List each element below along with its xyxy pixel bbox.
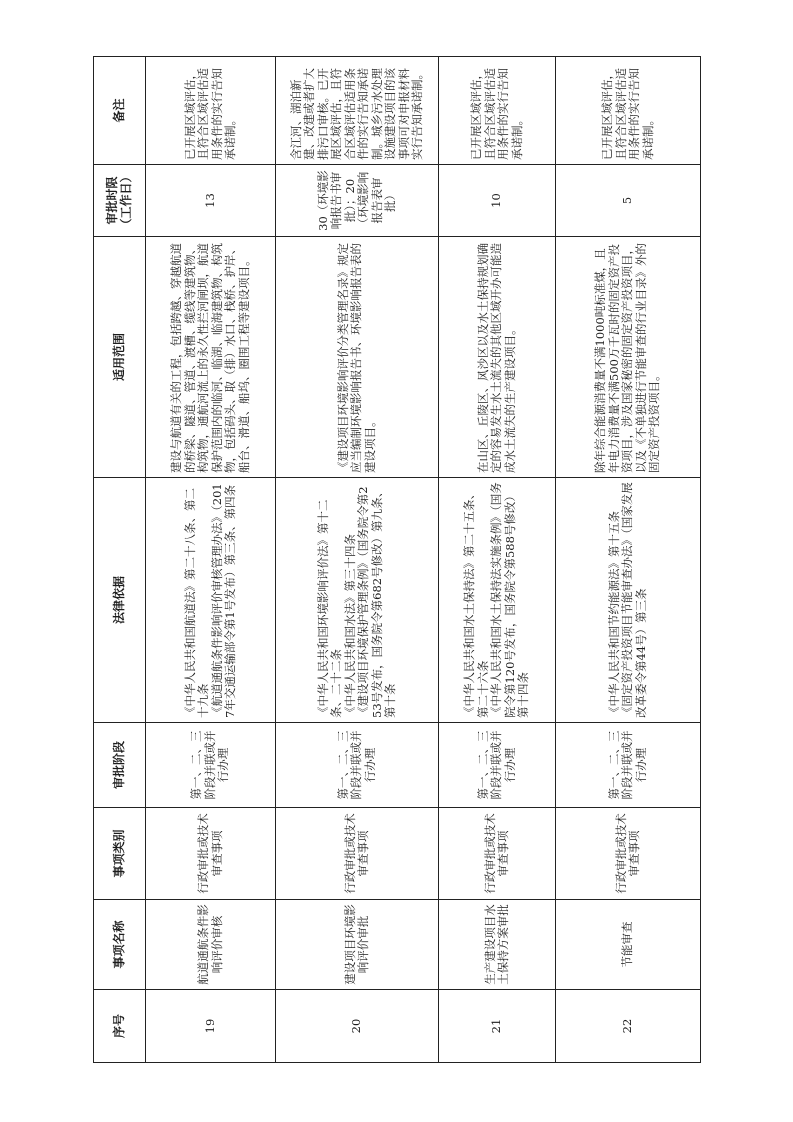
header-legal-basis: 法律依据 [94,478,146,723]
row-21-category: 行政审批或技术审查事项 [439,808,556,900]
row-19-time-limit: 13 [146,165,276,237]
approval-items-table [93,56,701,1063]
row-21-time-limit: 10 [439,165,556,237]
legal-basis-line: 《中华人民共和国节约能源法》第十五条 [606,511,621,718]
row-19-legal-basis [146,478,276,723]
header-serial: 序号 [94,990,146,1063]
legal-basis-line: 《建设项目环境保护管理条例》（国务院令第253号发布，国务院令第682号修改）第九条、第十条 [356,485,397,718]
table-row [276,57,439,1063]
row-22-stage: 第一、二、三阶段并联或并行办理 [556,723,701,808]
row-21-stage: 第一、二、三阶段并联或并行办理 [439,723,556,808]
header-scope: 适用范围 [94,237,146,478]
header-time-limit [94,165,146,237]
row-22-item-name: 节能审查 [556,900,701,990]
header-category: 事项类别 [94,808,146,900]
row-19-scope: 建设与航道有关的工程，包括跨越、穿越航道的桥梁、隧道、管道、渡槽、缆线等建筑物、构筑物，通航河流上的永久性拦河闸坝，航道保护范围内的临河、临湖、临海建筑物、构筑物，包括码头、取（排）水口、栈桥、护岸、船台、滑道、船坞、圈围工程等建设项目。 [146,237,276,478]
legal-basis-line: 《固定资产投资项目节能审查办法》（国家发展改革委令第44号）第三条 [620,482,648,718]
row-19-serial: 19 [146,990,276,1063]
row-22-time-limit: 5 [556,165,701,237]
row-20-remarks: 含江河、湖泊新建、改建或者扩大排污口审核。已开展区域评估，且符合区域评估适用条件的实行告知承诺制。城乡污水处理设施建设项目的该事项可对申报材料实行告知承诺制。 [276,57,439,165]
table-row [146,57,276,1063]
row-21-remarks: 已开展区域评估，且符合区域评估适用条件的实行告知承诺制。 [439,57,556,165]
row-20-time-limit: 30（环境影响报告书审批）；20（环境影响报告表审批） [276,165,439,237]
legal-basis-line: 《航道通航条件影响评价审核管理办法》（2017年交通运输部令第1号发布）第三条、第四条 [209,483,237,718]
row-21-legal-basis [439,478,556,723]
row-20-serial: 20 [276,990,439,1063]
row-21-serial: 21 [439,990,556,1063]
row-22-serial: 22 [556,990,701,1063]
header-time-limit-label: 审批时限 [105,176,119,225]
legal-basis-line: 《中华人民共和国航道法》第二十八条、第二十九条 [182,488,210,718]
row-19-remarks: 已开展区域评估，且符合区域评估适用条件的实行告知承诺制。 [146,57,276,165]
row-22-scope: 除年综合能源消费量不满1000吨标准煤，且年电力消费量不满500万千瓦时的固定资产投资项目，涉及国家秘密的固定资产投资项目，以及《不单独进行节能审查的行业目录》外的固定资产投资项目。 [556,237,701,478]
row-19-item-name: 航道通航条件影响评价审核 [146,900,276,990]
row-19-stage: 第一、二、三阶段并联或并行办理 [146,723,276,808]
row-20-scope: 《建设项目环境影响评价分类管理名录》规定应当编制环境影响报告书、环境影响报告表的建设项目。 [276,237,439,478]
legal-basis-line: 《中华人民共和国环境影响评价法》第十二条、二十二条 [315,499,343,718]
row-20-legal-basis [276,478,439,723]
row-21-scope: 在山区、丘陵区、风沙区以及水土保持规划确定的容易发生水土流失的其他区域开办可能造成水土流失的生产建设项目。 [439,237,556,478]
table-header-row [94,57,146,1063]
row-22-remarks: 已开展区域评估，且符合区域评估适用条件的实行告知承诺制。 [556,57,701,165]
legal-basis-line: 《中华人民共和国水土保持法实施条例》（国务院令第120号发布，国务院令第588号修改）第十四条 [489,482,531,718]
row-21-item-name: 生产建设项目水土保持方案审批 [439,900,556,990]
legal-basis-line: 《中华人民共和国水法》第三十四条 [342,534,357,718]
rotated-table-page [93,57,700,1063]
table-row [556,57,701,1063]
row-20-stage: 第一、二、三阶段并联或并行办理 [276,723,439,808]
header-remarks: 备注 [94,57,146,165]
row-20-item-name: 建设项目环境影响评价审批 [276,900,439,990]
legal-basis-line: 《中华人民共和国水土保持法》第二十五条、第二十六条 [462,488,490,718]
table-row [439,57,556,1063]
row-20-category: 行政审批或技术审查事项 [276,808,439,900]
header-stage: 审批阶段 [94,723,146,808]
header-item-name: 事项名称 [94,900,146,990]
row-22-legal-basis [556,478,701,723]
row-22-category: 行政审批或技术审查事项 [556,808,701,900]
row-19-category: 行政审批或技术审查事项 [146,808,276,900]
header-time-limit-unit: （工作日） [118,170,133,231]
